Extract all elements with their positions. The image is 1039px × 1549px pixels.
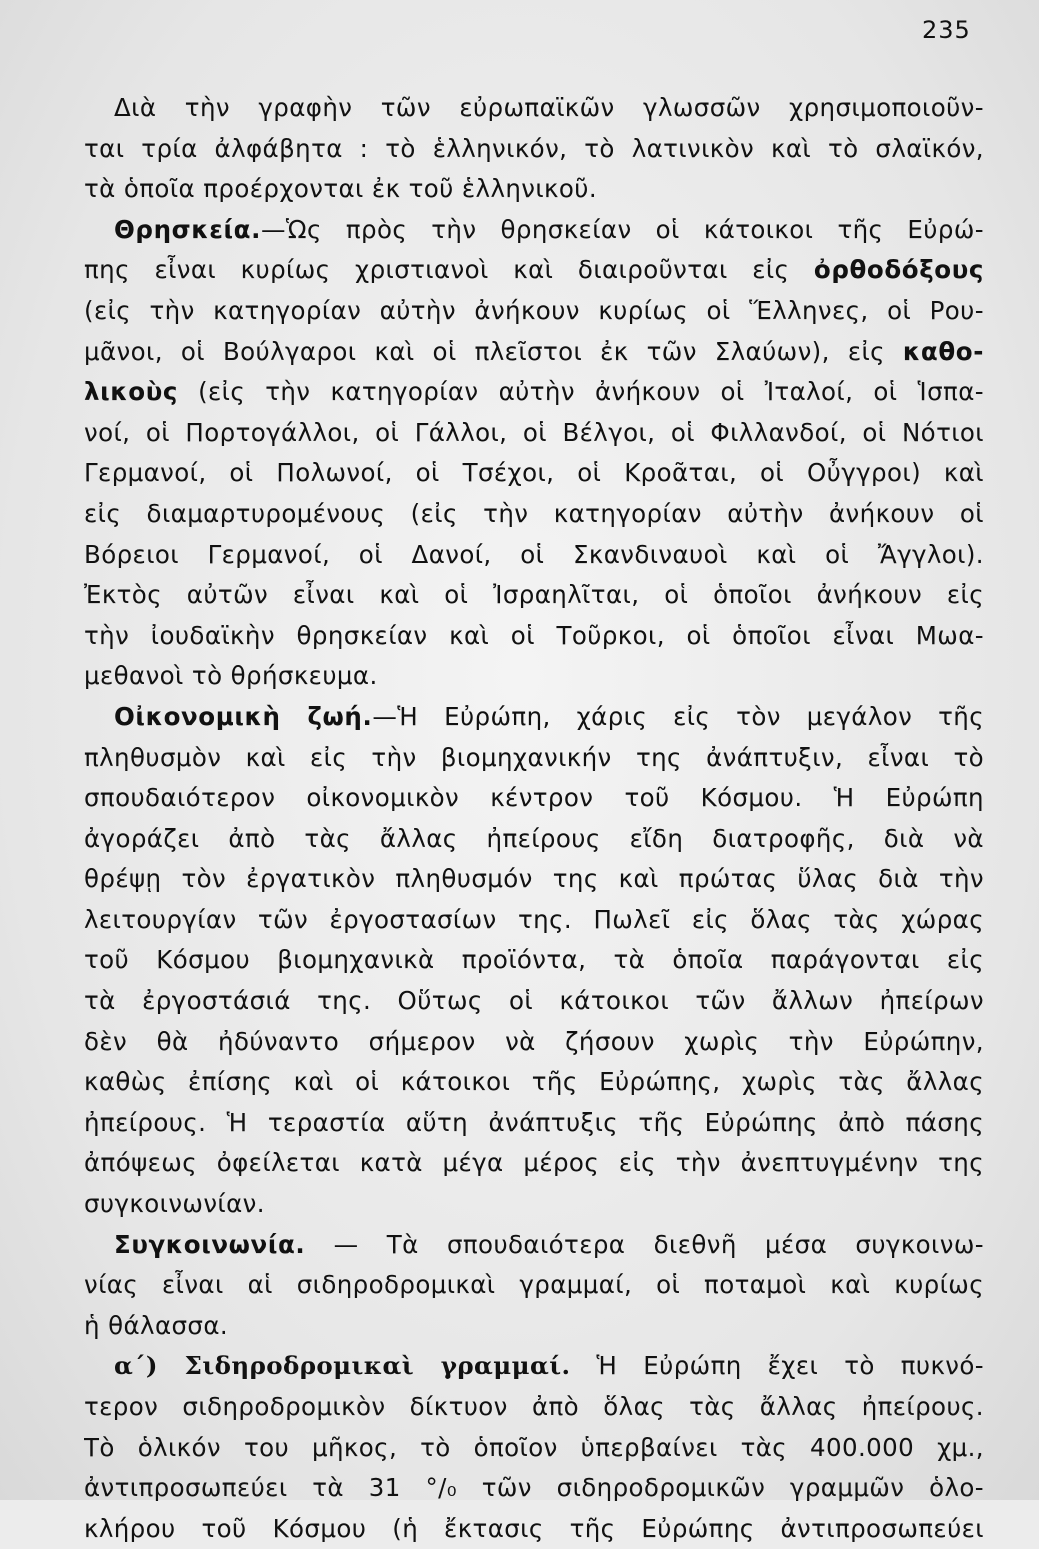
line-text: νοί, οἱ Πορτογάλλοι, οἱ Γάλλοι, οἱ Βέλγοι, οἱ Φιλλανδοί, οἱ Νότιοι (84, 417, 984, 447)
text-line (84, 332, 984, 373)
text-line (84, 1306, 984, 1347)
text-line (84, 940, 984, 981)
emphasis-term: καθο- (902, 336, 984, 366)
text-line (84, 1428, 984, 1469)
line-text: ται τρία ἀλφάβητα : τὸ ἑλληνικόν, τὸ λατινικὸν καὶ τὸ σλαϊκόν, (84, 133, 984, 163)
text-line (84, 738, 984, 779)
emphasis-term: ὀρθοδόξους (813, 255, 984, 285)
text-line (84, 169, 984, 210)
section-heading: Θρησκεία. (114, 214, 262, 244)
line-text: ἠπείρους. Ἡ τεραστία αὕτη ἀνάπτυξις τῆς Εὐρώπης ἀπὸ πάσης (84, 1107, 984, 1137)
text-line (84, 129, 984, 170)
text-line (84, 1143, 984, 1184)
line-text: ἡ θάλασσα. (84, 1310, 229, 1340)
line-text: —Ὡς πρὸς τὴν θρησκείαν οἱ κάτοικοι τῆς Εὐρώ- (261, 214, 984, 244)
text-line (84, 1265, 984, 1306)
text-line (84, 859, 984, 900)
text-line (84, 291, 984, 332)
text-line (84, 1022, 984, 1063)
text-line (84, 819, 984, 860)
line-text: νίας εἶναι αἱ σιδηροδρομικαὶ γραμμαί, οἱ ποταμοὶ καὶ κυρίως (84, 1270, 984, 1300)
text-line (84, 575, 984, 616)
text-line (84, 494, 984, 535)
line-text: ἀντιπροσωπεύει τὰ 31 °/₀ τῶν σιδηροδρομικῶν γραμμῶν ὁλο- (84, 1473, 984, 1503)
text-line (84, 372, 984, 413)
text-line (84, 250, 984, 291)
page-number: 235 (922, 16, 971, 44)
text-line (84, 1103, 984, 1144)
emphasis-term: λικοὺς (84, 377, 178, 407)
line-text: τὴν ἰουδαϊκὴν θρησκείαν καὶ οἱ Τοῦρκοι, οἱ ὁποῖοι εἶναι Μωα- (84, 620, 984, 650)
text-line (84, 88, 984, 129)
line-text: ἀπόψεως ὀφείλεται κατὰ μέγα μέρος εἰς τὴν ἀνεπτυγμένην της (84, 1148, 984, 1178)
line-text: συγκοινωνίαν. (84, 1189, 265, 1219)
line-text: πληθυσμὸν καὶ εἰς τὴν βιομηχανικήν της ἀνάπτυξιν, εἶναι τὸ (84, 742, 984, 772)
section-heading: Συγκοινωνία. (114, 1229, 306, 1259)
line-text: λειτουργίαν τῶν ἐργοστασίων της. Πωλεῖ εἰς ὅλας τὰς χώρας (84, 904, 984, 934)
line-text: εἰς διαμαρτυρομένους (εἰς τὴν κατηγορίαν αὐτὴν ἀνήκουν οἱ (84, 498, 984, 528)
text-line (84, 413, 984, 454)
text-line (84, 1346, 984, 1387)
text-line (84, 1225, 984, 1266)
line-text: τὰ ὁποῖα προέρχονται ἐκ τοῦ ἑλληνικοῦ. (84, 174, 598, 204)
line-text: Ἡ Εὐρώπη ἔχει τὸ πυκνό- (570, 1351, 984, 1381)
text-line (84, 697, 984, 738)
text-line (84, 1509, 984, 1549)
line-text: μεθανοὶ τὸ θρήσκευμα. (84, 661, 378, 691)
line-text: Τὸ ὁλικόν του μῆκος, τὸ ὁποῖον ὑπερβαίνει τὰς 400.000 χμ., (84, 1432, 984, 1462)
line-text: Ἐκτὸς αὐτῶν εἶναι καὶ οἱ Ἰσραηλῖται, οἱ ὁποῖοι ἀνήκουν εἰς (84, 580, 984, 610)
text-line (84, 1468, 984, 1509)
subsection-heading: α΄) Σιδηροδρομικαὶ γραμμαί. (114, 1351, 571, 1381)
line-text: τερον σιδηροδρομικὸν δίκτυον ἀπὸ ὅλας τὰς ἄλλας ἠπείρους. (84, 1392, 984, 1421)
text-line (84, 453, 984, 494)
line-text: καθὼς ἐπίσης καὶ οἱ κάτοικοι τῆς Εὐρώπης, χωρὶς τὰς ἄλλας (84, 1067, 984, 1097)
line-text: μᾶνοι, οἱ Βούλγαροι καὶ οἱ πλεῖστοι ἐκ τῶν Σλαύων), εἰς (84, 336, 903, 366)
line-text: Γερμανοί, οἱ Πολωνοί, οἱ Τσέχοι, οἱ Κροᾶται, οἱ Οὖγγροι) καὶ (84, 458, 984, 488)
line-text: πης εἶναι κυρίως χριστιανοὶ καὶ διαιροῦνται εἰς (84, 255, 814, 285)
line-text: (εἰς τὴν κατηγορίαν αὐτὴν ἀνήκουν κυρίως οἱ Ἕλληνες, οἱ Ρου- (84, 295, 984, 325)
line-text: σπουδαιότερον οἰκονομικὸν κέντρον τοῦ Κόσμου. Ἡ Εὐρώπη (84, 783, 984, 813)
text-line (84, 1387, 984, 1428)
text-line (84, 1062, 984, 1103)
line-text: (εἰς τὴν κατηγορίαν αὐτὴν ἀνήκουν οἱ Ἰταλοί, οἱ Ἱσπα- (177, 377, 984, 407)
text-line (84, 778, 984, 819)
text-line (84, 981, 984, 1022)
text-line (84, 616, 984, 657)
line-text: δὲν θὰ ἠδύναντο σήμερον νὰ ζήσουν χωρὶς τὴν Εὐρώπην, (84, 1026, 984, 1056)
line-text: Διὰ τὴν γραφὴν τῶν εὐρωπαϊκῶν γλωσσῶν χρησιμοποιοῦν- (114, 93, 984, 122)
section-heading: Οἰκονομικὴ ζωή. (114, 701, 373, 731)
text-line (84, 535, 984, 576)
text-line (84, 1184, 984, 1225)
line-text: τοῦ Κόσμου βιομηχανικὰ προϊόντα, τὰ ὁποῖα παράγονται εἰς (84, 945, 984, 975)
text-line (84, 210, 984, 251)
text-line (84, 656, 984, 697)
line-text: — Τὰ σπουδαιότερα διεθνῆ μέσα συγκοινω- (305, 1229, 984, 1259)
line-text: Βόρειοι Γερμανοί, οἱ Δανοί, οἱ Σκανδιναυοὶ καὶ οἱ Ἄγγλοι). (84, 539, 984, 569)
line-text: κλήρου τοῦ Κόσμου (ἡ ἔκτασις τῆς Εὐρώπης ἀντιπροσωπεύει (84, 1513, 984, 1543)
line-text: —Ἡ Εὐρώπη, χάρις εἰς τὸν μεγάλον τῆς (372, 701, 984, 731)
line-text: θρέψῃ τὸν ἐργατικὸν πληθυσμόν της καὶ πρώτας ὕλας διὰ τὴν (84, 864, 984, 894)
line-text: τὰ ἐργοστάσιά της. Οὕτως οἱ κάτοικοι τῶν ἄλλων ἠπείρων (84, 986, 984, 1016)
line-text: ἀγοράζει ἀπὸ τὰς ἄλλας ἠπείρους εἴδη διατροφῆς, διὰ νὰ (84, 823, 984, 853)
body-text (84, 88, 984, 1549)
text-line (84, 900, 984, 941)
